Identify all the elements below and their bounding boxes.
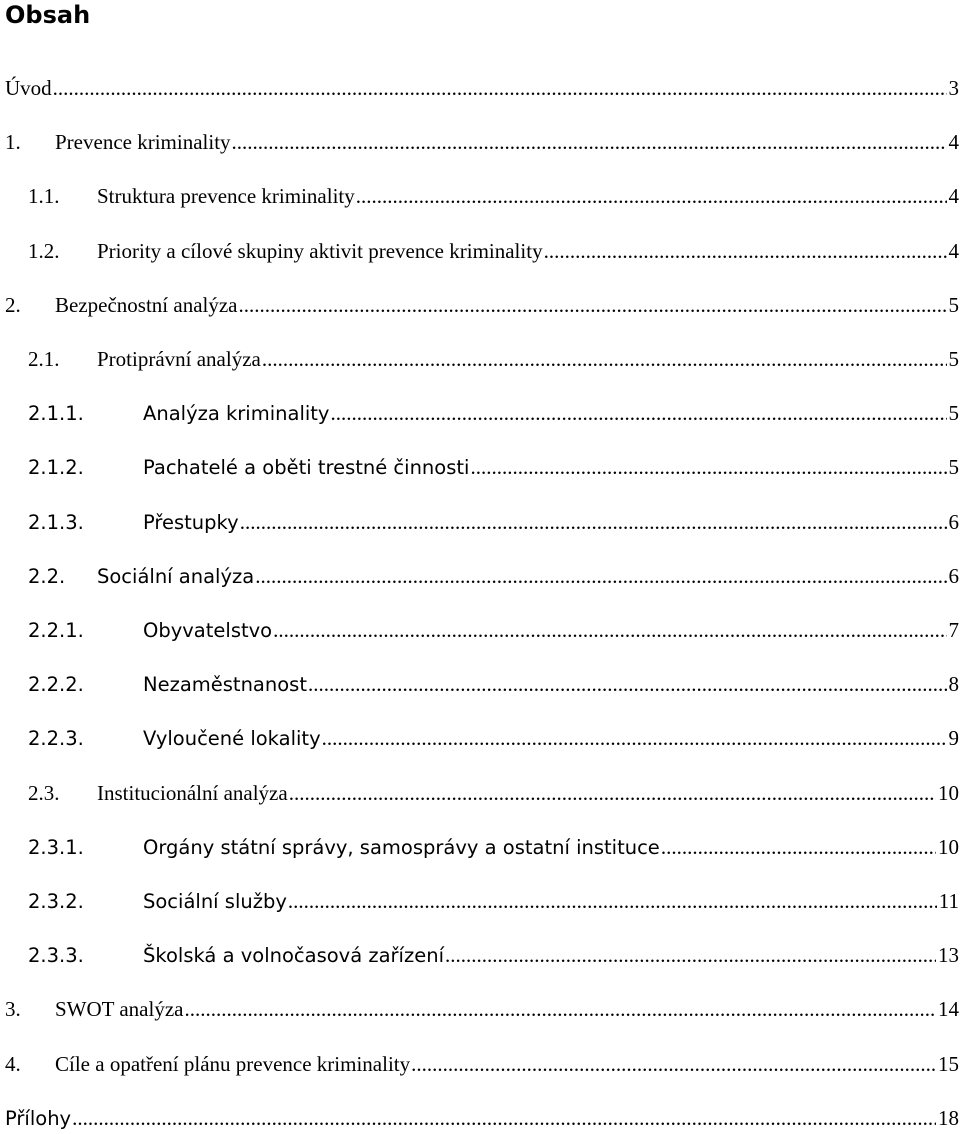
toc-dot-leader bbox=[255, 561, 946, 591]
toc-entry-title: Nezaměstnanost bbox=[143, 673, 307, 697]
toc-page-number: 6 bbox=[948, 563, 959, 588]
toc-entry-title: Úvod bbox=[5, 76, 52, 100]
toc-entry-title: Protiprávní analýza bbox=[97, 347, 261, 371]
toc-entry[interactable] bbox=[0, 669, 960, 699]
toc-page-number: 5 bbox=[948, 292, 959, 317]
toc-dot-leader bbox=[53, 73, 947, 103]
toc-page-number: 10 bbox=[938, 780, 959, 805]
toc-entry-number: 2.1.1. bbox=[28, 402, 84, 426]
page-title: Obsah bbox=[5, 1, 91, 29]
toc-entry-title: Institucionální analýza bbox=[97, 780, 288, 805]
toc-page-number: 7 bbox=[948, 618, 959, 642]
toc-page-number: 5 bbox=[948, 455, 959, 480]
toc-entry[interactable] bbox=[0, 778, 960, 808]
toc-page-number: 4 bbox=[948, 130, 959, 155]
toc-entry[interactable] bbox=[0, 127, 960, 157]
toc-entry-title: Vyloučené lokality bbox=[143, 727, 321, 751]
toc-dot-leader bbox=[356, 181, 947, 211]
toc-entry[interactable] bbox=[0, 1103, 960, 1133]
toc-entry[interactable] bbox=[0, 507, 960, 537]
toc-dot-leader bbox=[322, 723, 947, 753]
toc-entry[interactable] bbox=[0, 73, 960, 103]
toc-page-number: 14 bbox=[938, 997, 959, 1022]
toc-entry-number: 2.3.3. bbox=[28, 944, 84, 968]
toc-entry[interactable] bbox=[0, 723, 960, 753]
toc-entry-number: 2.3. bbox=[28, 780, 60, 805]
toc-page-number: 11 bbox=[938, 889, 959, 913]
toc-entry-number: 2.2.3. bbox=[28, 727, 84, 751]
toc-page-number: 3 bbox=[948, 76, 959, 100]
toc-entry-number: 3. bbox=[5, 997, 21, 1022]
toc-entry-number: 2.3.1. bbox=[28, 835, 84, 859]
toc-dot-leader bbox=[308, 669, 947, 699]
toc-entry-title: Obyvatelstvo bbox=[143, 619, 273, 642]
toc-entry[interactable] bbox=[0, 561, 960, 591]
toc-dot-leader bbox=[232, 127, 947, 157]
toc-dot-leader bbox=[289, 778, 936, 808]
toc-page-number: 15 bbox=[938, 1051, 959, 1076]
toc-entry[interactable] bbox=[0, 452, 960, 482]
toc-entry-number: 1.1. bbox=[28, 184, 60, 209]
toc-page-number: 10 bbox=[938, 834, 959, 859]
toc-entry-title: Orgány státní správy, samosprávy a ostatní instituce bbox=[143, 835, 660, 859]
toc-entry[interactable] bbox=[0, 236, 960, 266]
toc-dot-leader bbox=[661, 832, 936, 862]
toc-entry-number: 2.3.2. bbox=[28, 890, 84, 913]
toc-entry-number: 2.1.3. bbox=[28, 510, 84, 534]
toc-entry-title: Pachatelé a oběti trestné činnosti bbox=[143, 456, 470, 480]
toc-entry-title: Prevence kriminality bbox=[55, 130, 231, 155]
toc-entry[interactable] bbox=[0, 886, 960, 916]
toc-dot-leader bbox=[184, 994, 936, 1024]
toc-entry-number: 2.2.2. bbox=[28, 673, 84, 697]
toc-entry-title: SWOT analýza bbox=[55, 997, 184, 1022]
toc-entry-number: 2. bbox=[5, 292, 21, 317]
toc-entry-number: 1. bbox=[5, 130, 21, 155]
toc-entry[interactable] bbox=[0, 398, 960, 428]
toc-entry-number: 2.2. bbox=[28, 564, 66, 588]
toc-entry[interactable] bbox=[0, 940, 960, 970]
toc-entry-title: Přestupky bbox=[143, 510, 239, 534]
toc-entry-title: Přílohy bbox=[5, 1106, 72, 1130]
toc-entry[interactable] bbox=[0, 994, 960, 1024]
toc-entry[interactable] bbox=[0, 1049, 960, 1079]
toc-entry-number: 2.1. bbox=[28, 347, 60, 371]
toc-entry-number: 1.2. bbox=[28, 238, 60, 263]
toc-entry-number: 4. bbox=[5, 1051, 21, 1076]
toc-entry-title: Sociální služby bbox=[143, 890, 287, 913]
toc-entry[interactable] bbox=[0, 615, 960, 645]
toc-page-number: 4 bbox=[948, 184, 959, 209]
toc-dot-leader bbox=[262, 344, 947, 374]
toc-page-number: 9 bbox=[948, 726, 959, 751]
toc-entry-number: 2.2.1. bbox=[28, 619, 84, 642]
toc-entry-title: Struktura prevence kriminality bbox=[97, 184, 355, 209]
toc-page-number: 8 bbox=[948, 672, 959, 697]
toc-entry-title: Cíle a opatření plánu prevence kriminality bbox=[55, 1051, 411, 1076]
toc-dot-leader bbox=[411, 1049, 936, 1079]
toc-entry[interactable] bbox=[0, 832, 960, 862]
toc-dot-leader bbox=[470, 452, 946, 482]
toc-dot-leader bbox=[288, 886, 937, 916]
toc-page-number: 13 bbox=[938, 943, 959, 968]
toc-dot-leader bbox=[544, 236, 947, 266]
toc-entry-title: Priority a cílové skupiny aktivit prevence kriminality bbox=[97, 238, 543, 263]
toc-dot-leader bbox=[72, 1103, 936, 1133]
toc-dot-leader bbox=[330, 398, 946, 428]
toc-dot-leader bbox=[273, 615, 946, 645]
toc-page-number: 6 bbox=[948, 509, 959, 534]
toc-entry-title: Školská a volnočasová zařízení bbox=[143, 944, 444, 968]
toc-entry-title: Bezpečnostní analýza bbox=[55, 292, 238, 317]
toc-page-number: 5 bbox=[948, 401, 959, 426]
toc-dot-leader bbox=[240, 507, 947, 537]
toc-dot-leader bbox=[445, 940, 936, 970]
toc-dot-leader bbox=[239, 290, 947, 320]
toc-page-number: 4 bbox=[948, 238, 959, 263]
toc-page-number: 18 bbox=[938, 1105, 959, 1130]
toc-page-number: 5 bbox=[948, 347, 959, 371]
toc-entry[interactable] bbox=[0, 344, 960, 374]
toc-entry[interactable] bbox=[0, 290, 960, 320]
toc-entry-title: Sociální analýza bbox=[97, 564, 255, 588]
toc-entry-number: 2.1.2. bbox=[28, 456, 84, 480]
toc-entry-title: Analýza kriminality bbox=[143, 402, 330, 426]
toc-entry[interactable] bbox=[0, 181, 960, 211]
